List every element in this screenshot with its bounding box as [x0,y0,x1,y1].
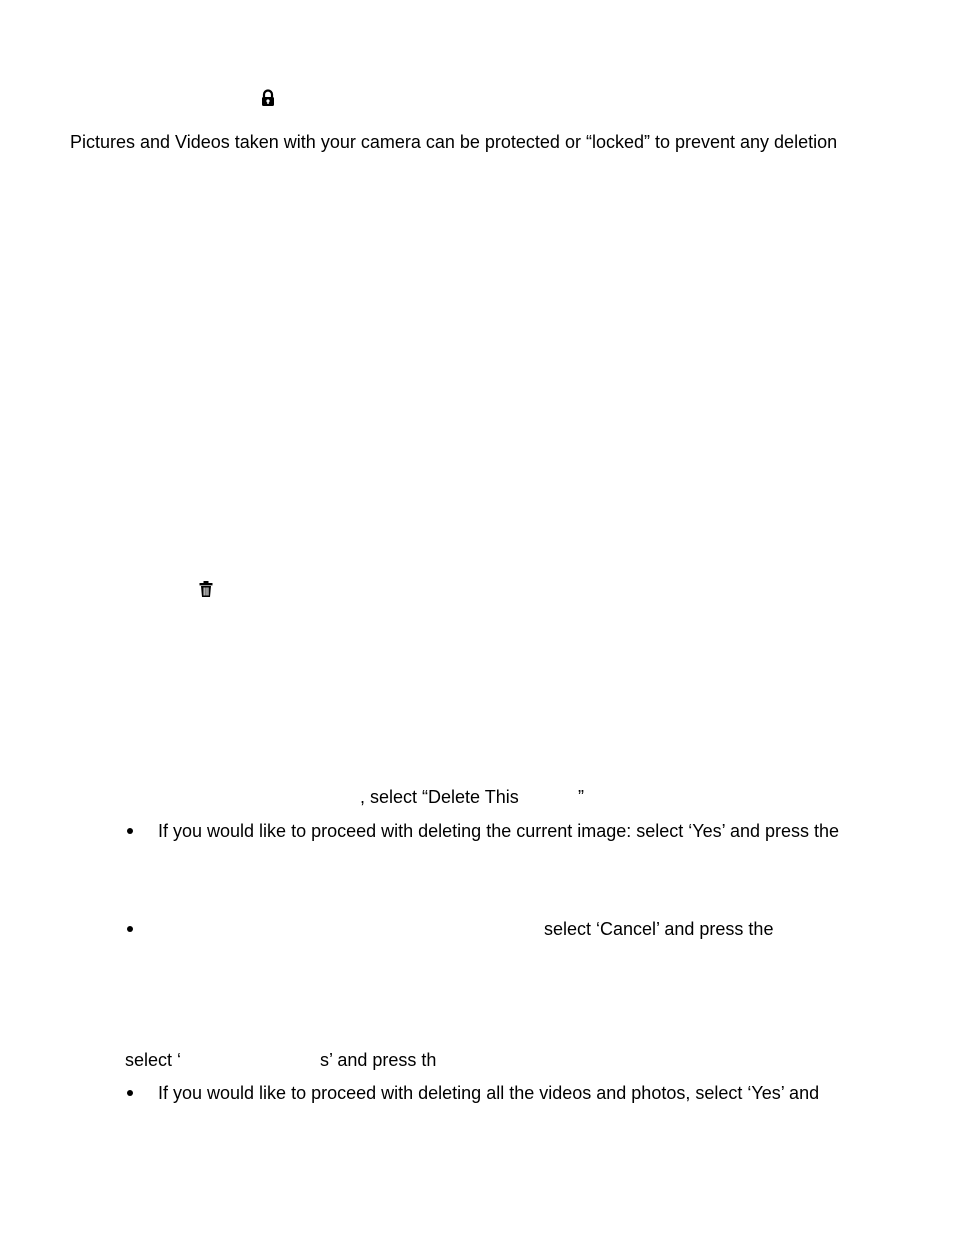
bullet-delete-current-yes: If you would like to proceed with deleting the current image: select ‘Yes’ and press the [158,821,840,841]
delete-one-instruction-fragment: , select “Delete This [360,787,519,807]
delete-all-instruction-fragment-a: select ‘ [125,1050,182,1070]
delete-one-closing-quote: ” [578,787,584,807]
trash-icon [198,580,214,598]
bullet-marker [127,1090,133,1096]
delete-all-instruction-fragment-b: s’ and press th [320,1050,437,1070]
bullet-marker [127,828,133,834]
bullet-marker [127,926,133,932]
lock-icon [260,89,276,107]
bullet-delete-all-yes: If you would like to proceed with deleting all the videos and photos, select ‘Yes’ and [158,1083,820,1103]
protect-intro-text: Pictures and Videos taken with your camera can be protected or “locked” to prevent any deletion [70,132,838,152]
bullet-delete-current-cancel: select ‘Cancel’ and press the [544,919,774,939]
